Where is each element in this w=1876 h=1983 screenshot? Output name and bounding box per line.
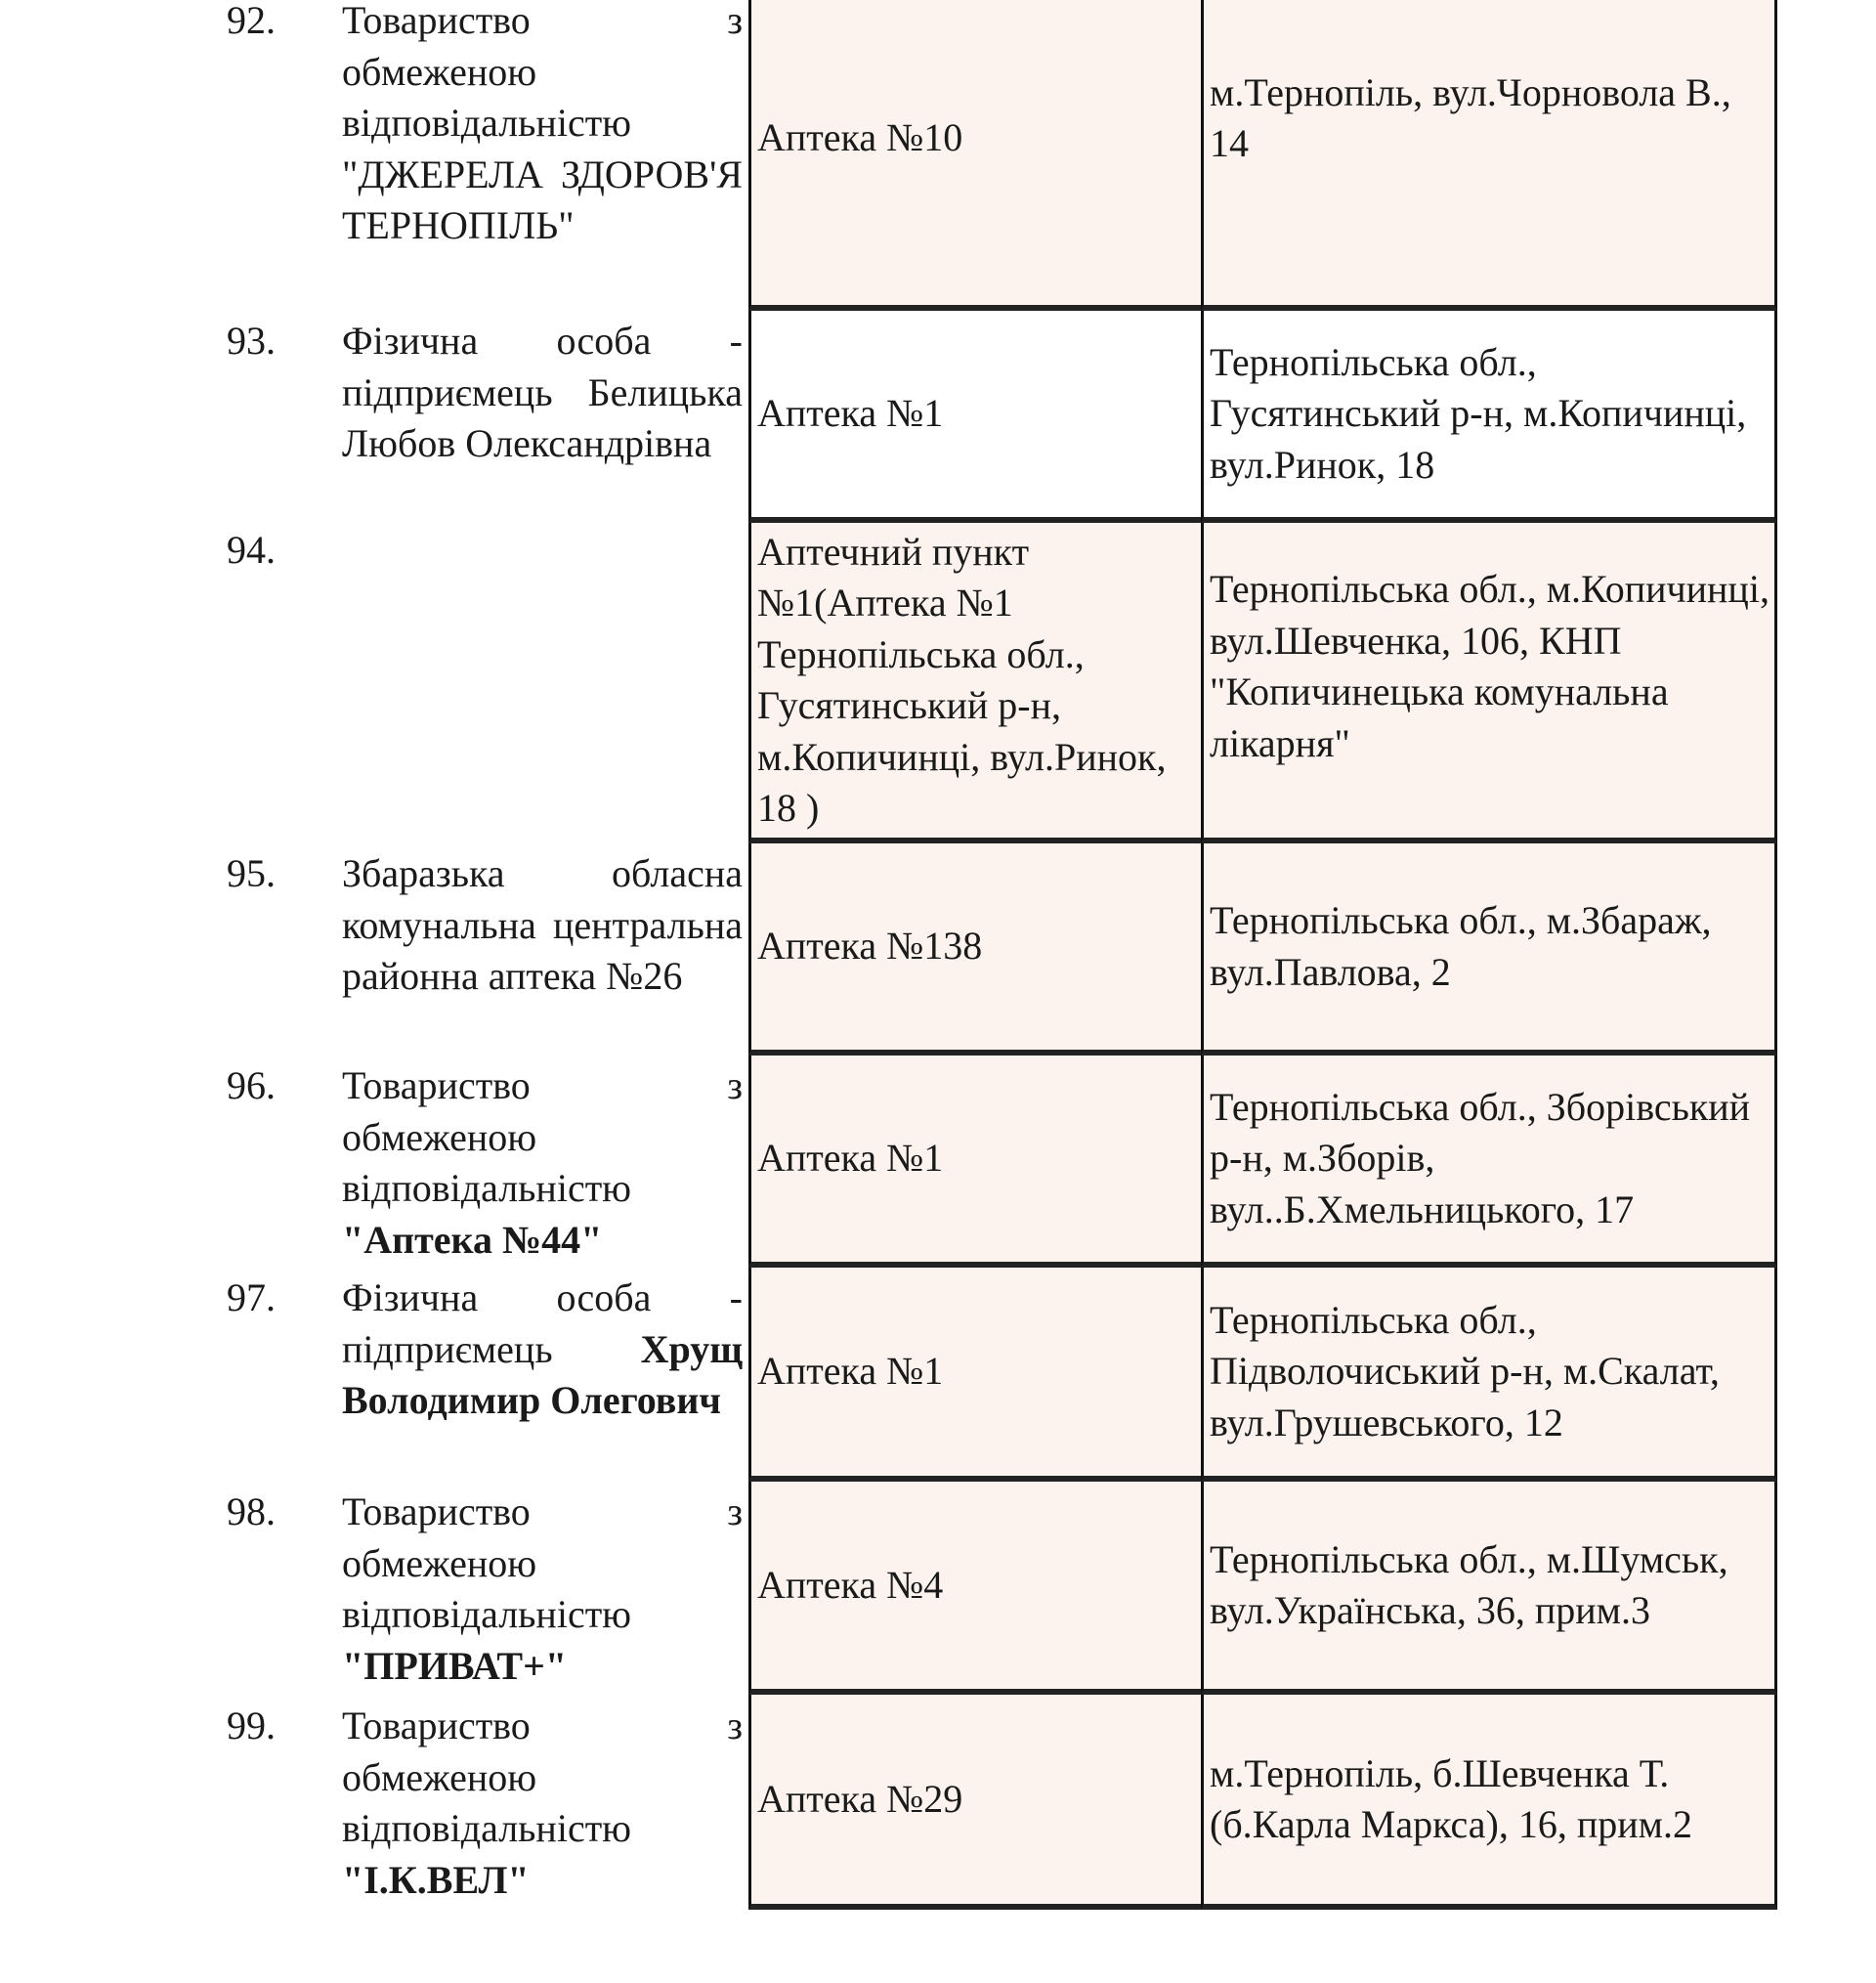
address-cell <box>1201 0 1777 311</box>
pharmacy-cell <box>748 843 1202 1056</box>
table-row-96 <box>0 1056 1876 1268</box>
pharmacy-cell <box>748 1695 1202 1910</box>
organization-name-text: Товариство з обмеженою відповідальністю <box>342 1489 743 1636</box>
organization-name-bold: "Аптека №44" <box>342 1217 603 1262</box>
table-row-99 <box>0 1695 1876 1910</box>
address-cell <box>1201 1482 1777 1695</box>
pharmacy-cell <box>748 1056 1202 1268</box>
row-number: 92. <box>227 0 276 42</box>
table-row-98 <box>0 1482 1876 1695</box>
pharmacy-name: Аптека №138 <box>757 924 983 969</box>
pharmacy-address: Тернопільська обл., м.Шумськ, вул.Українська, 36, прим.3 <box>1210 1536 1728 1632</box>
organization-name-text: Фізична особа - підприємець Белицька Любов Олександрівна <box>342 319 743 465</box>
address-cell <box>1201 1695 1777 1910</box>
table-row-95 <box>0 843 1876 1056</box>
pharmacy-address: Тернопільська обл., м.Збараж, вул.Павлова, 2 <box>1210 898 1712 994</box>
pharmacy-name: Аптека №10 <box>757 114 963 159</box>
organization-name-text: Товариство з обмеженою відповідальністю <box>342 1063 743 1210</box>
row-number: 95. <box>227 851 276 895</box>
organization-name-text: Збаразька обласна комунальна центральна районна аптека №26 <box>342 851 743 998</box>
organization-name <box>342 1701 743 1906</box>
organization-name-text: Фізична особа - підприємець <box>342 1275 743 1371</box>
organization-name-bold: "ПРИВАТ+" <box>342 1643 568 1688</box>
organization-name <box>342 0 743 252</box>
address-cell <box>1201 523 1777 843</box>
row-number: 96. <box>227 1063 276 1107</box>
pharmacy-address: Тернопільська обл., м.Копичинці, вул.Шевченка, 106, КНП "Копичинецька комунальна лікарня" <box>1210 567 1769 765</box>
organization-name <box>342 316 743 470</box>
table-row-93 <box>0 311 1876 523</box>
table-row-92 <box>0 0 1876 311</box>
pharmacy-address: Тернопільська обл., Зборівський р-н, м.Зборів, вул..Б.Хмельницького, 17 <box>1210 1084 1751 1231</box>
row-number: 97. <box>227 1275 276 1319</box>
organization-name-bold: "І.К.ВЕЛ" <box>342 1857 530 1902</box>
row-number: 99. <box>227 1703 276 1747</box>
pharmacy-address: Тернопільська обл., Гусятинський р-н, м.Копичинці, вул.Ринок, 18 <box>1210 339 1747 487</box>
organization-name-text: Товариство з обмеженою відповідальністю <box>342 1703 743 1850</box>
address-cell <box>1201 311 1777 523</box>
address-cell <box>1201 1056 1777 1268</box>
address-cell <box>1201 1268 1777 1482</box>
organization-name-bold: Хрущ Володимир Олегович <box>342 1326 743 1422</box>
pharmacy-cell <box>748 1482 1202 1695</box>
pharmacy-name: Аптека №1 <box>757 391 944 436</box>
row-number: 98. <box>227 1489 276 1533</box>
organization-name <box>342 848 743 1003</box>
pharmacy-cell <box>748 0 1202 311</box>
pharmacy-name: Аптека №4 <box>757 1562 944 1607</box>
pharmacy-name: Аптечний пункт №1(Аптека №1 Тернопільська обл., Гусятинський р-н, м.Копичинці, вул.Ринок, 18 ) <box>757 529 1167 830</box>
pharmacy-cell <box>748 1268 1202 1482</box>
address-cell <box>1201 843 1777 1056</box>
pharmacy-address: Тернопільська обл., Підволочиський р-н, м.Скалат, вул.Грушевського, 12 <box>1210 1297 1720 1444</box>
pharmacy-name: Аптека №29 <box>757 1776 963 1821</box>
pharmacy-name: Аптека №1 <box>757 1349 944 1394</box>
table-row-94 <box>0 523 1876 843</box>
row-number: 93. <box>227 319 276 363</box>
organization-name <box>342 1487 743 1692</box>
table-row-97 <box>0 1268 1876 1482</box>
pharmacy-address: м.Тернопіль, вул.Чорновола В., 14 <box>1210 69 1731 165</box>
organization-name <box>342 1060 743 1266</box>
organization-name-text: Товариство з обмеженою відповідальністю "ДЖЕРЕЛА ЗДОРОВ'Я ТЕРНОПІЛЬ" <box>342 0 743 247</box>
pharmacy-address: м.Тернопіль, б.Шевченка Т. (б.Карла Маркса), 16, прим.2 <box>1210 1750 1692 1846</box>
pharmacy-cell <box>748 523 1202 843</box>
pharmacy-name: Аптека №1 <box>757 1136 944 1181</box>
organization-name <box>342 1272 743 1427</box>
pharmacy-cell <box>748 311 1202 523</box>
row-number: 94. <box>227 528 276 572</box>
